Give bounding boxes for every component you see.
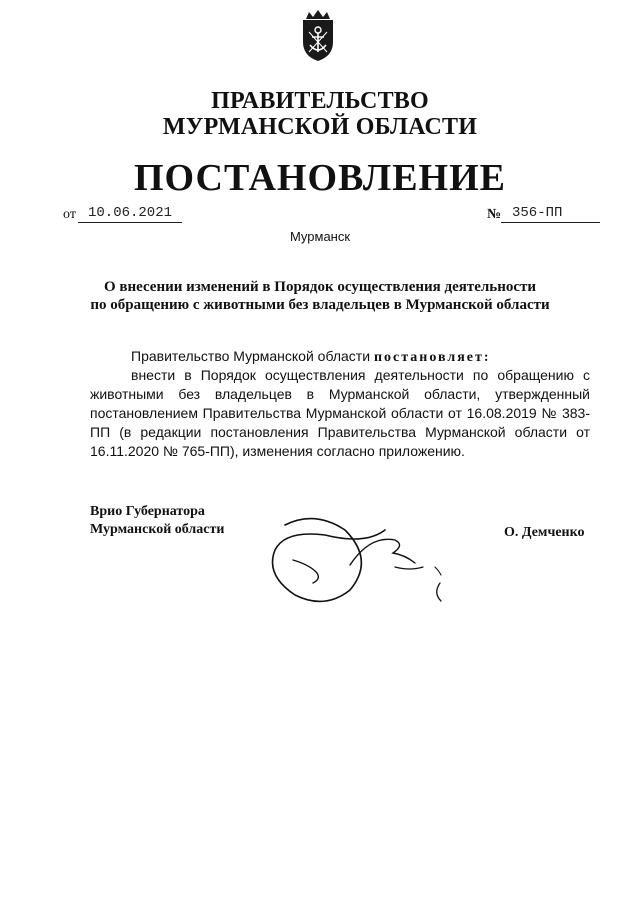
- intro-paragraph: [90, 347, 590, 367]
- handwritten-signature: [255, 505, 455, 615]
- document-number: 356-ПП: [512, 205, 563, 221]
- main-paragraph: внести в Порядок осуществления деятельности по обращению с животными без владельцев в Мурманской области, утвержденный постановлением Правительства Мурманской области от 16.08.2019 № 383-ПП (в редакции постановления Правительства Мурманской области от 16.11.2020 № 765-ПП), изменения согласно приложению.: [90, 367, 590, 459]
- coat-of-arms-icon: [297, 8, 339, 62]
- number-label: №: [487, 207, 502, 222]
- date-underline: [78, 222, 182, 223]
- government-title-line2: МУРМАНСКОЙ ОБЛАСТИ: [162, 114, 478, 140]
- document-date: 10.06.2021: [88, 205, 173, 221]
- subject-line2: по обращению с животными без владельцев в Мурманской области: [90, 297, 550, 313]
- document-type-title: ПОСТАНОВЛЕНИЕ: [133, 157, 507, 199]
- date-label: от: [63, 207, 76, 222]
- decree-word: постановляет:: [373, 350, 491, 365]
- position-line1: Врио Губернатора: [90, 504, 205, 519]
- city-name: Мурманск: [289, 229, 351, 244]
- number-underline: [501, 222, 600, 223]
- subject-line1: О внесении изменений в Порядок осуществления деятельности: [103, 279, 537, 295]
- intro-prefix: Правительство Мурманской области: [131, 348, 371, 364]
- position-line2: Мурманской области: [90, 522, 225, 537]
- signatory-position: [90, 503, 224, 539]
- government-title-line1: ПРАВИТЕЛЬСТВО: [211, 88, 429, 114]
- signatory-name: О. Демченко: [504, 525, 585, 540]
